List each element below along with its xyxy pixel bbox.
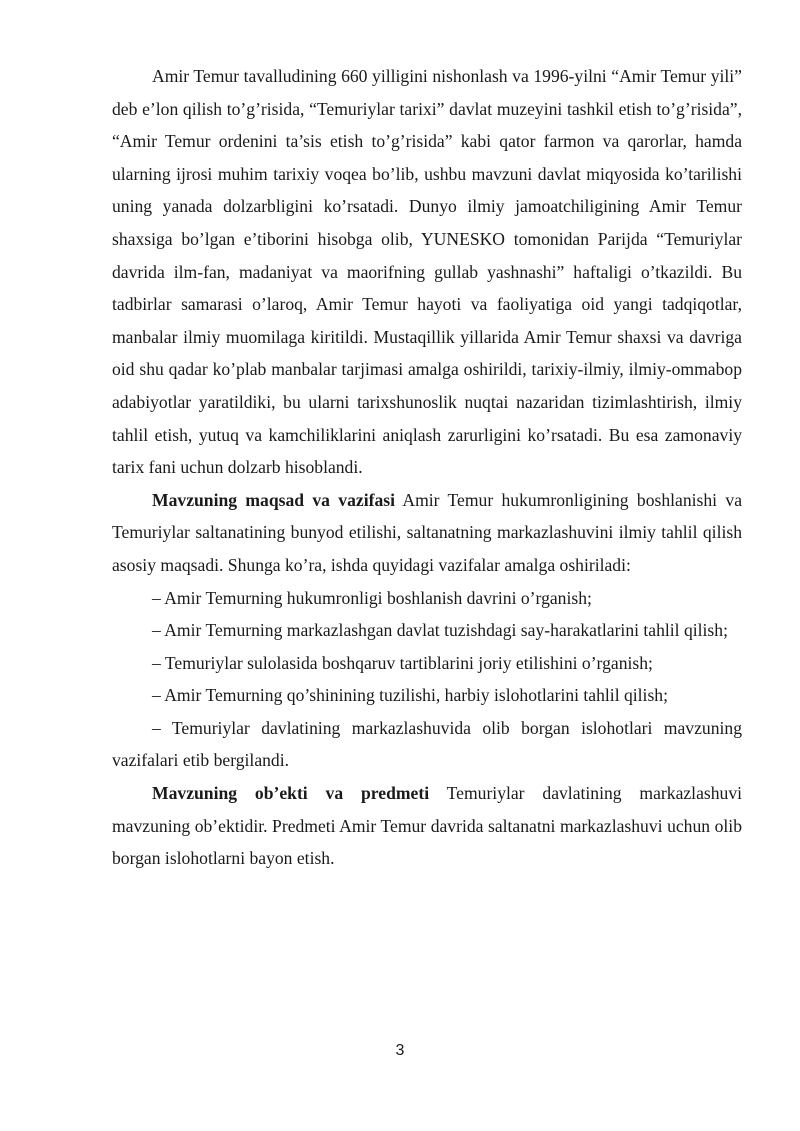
page-number: 3: [395, 1042, 405, 1059]
task-item-2: – Amir Temurning markazlashgan davlat tuzishdagi say-harakatlarini tahlil qilish;: [152, 620, 728, 641]
task-item-4: – Amir Temurning qo’shinining tuzilishi, harbiy islohotlarini tahlil qilish;: [152, 685, 668, 706]
task-item-3: – Temuriylar sulolasida boshqaruv tartiblarini joriy etilishini o’rganish;: [152, 652, 653, 673]
goal-paragraph: [112, 484, 742, 582]
document-body: [112, 60, 742, 875]
object-paragraph: [112, 777, 742, 875]
goal-text: Amir Temur hukumronligining boshlanishi va Temuriylar saltanatining bunyod etilishi, saltanatning markazlashuvini ilmiy tahlil qilish asosiy maqsadi. Shunga ko’ra, ishda quyidagi vazifalar amalga oshiriladi:: [112, 489, 742, 575]
task-item-5: – Temuriylar davlatining markazlashuvida olib borgan islohotlari mavzuning vazifalari etib bergilandi.: [112, 717, 742, 771]
intro-paragraph: Amir Temur tavalludining 660 yilligini nishonlash va 1996-yilni “Amir Temur yili” deb e’lon qilish to’g’risida, “Temuriylar tarixi” davlat muzeyini tashkil etish to’g’risida”, “Amir Temur ordenini ta’sis etish to’g’risida” kabi qator farmon va qarorlar, hamda ularning ijrosi muhim tarixiy voqea bo’lib, ushbu mavzuni davlat miqyosida ko’tarilishi uning yanada dolzarbligini ko’rsatadi. Dunyo ilmiy jamoatchiligining Amir Temur shaxsiga bo’lgan e’tiborini hisobga olib, YUNESKO tomonidan Parijda “Temuriylar davrida ilm-fan, madaniyat va maorifning gullab yashnashi” haftaligi o’tkazildi. Bu tadbirlar samarasi o’laroq, Amir Temur hayoti va faoliyatiga oid yangi tadqiqotlar, manbalar ilmiy muomilaga kiritildi. Mustaqillik yillarida Amir Temur shaxsi va davriga oid shu qadar ko’plab manbalar tarjimasi amalga oshirildi, tarixiy-ilmiy, ilmiy-ommabop adabiyotlar yaratildiki, bu ularni tarixshunoslik nuqtai nazaridan tizimlashtirish, ilmiy tahlil etish, yutuq va kamchiliklarini aniqlash zarurligini ko’rsatadi. Bu esa zamonaviy tarix fani uchun dolzarb hisoblandi.: [112, 66, 742, 478]
task-item-1: – Amir Temurning hukumronligi boshlanish davrini o’rganish;: [152, 587, 592, 608]
object-heading: Mavzuning ob’ekti va predmeti: [152, 783, 430, 804]
object-text: Temuriylar davlatining markazlashuvi mavzuning ob’ektidir. Predmeti Amir Temur davrida saltanatni markazlashuvi uchun olib borgan islohotlarni bayon etish.: [112, 783, 743, 869]
goal-heading: Mavzuning maqsad va vazifasi: [152, 489, 395, 510]
